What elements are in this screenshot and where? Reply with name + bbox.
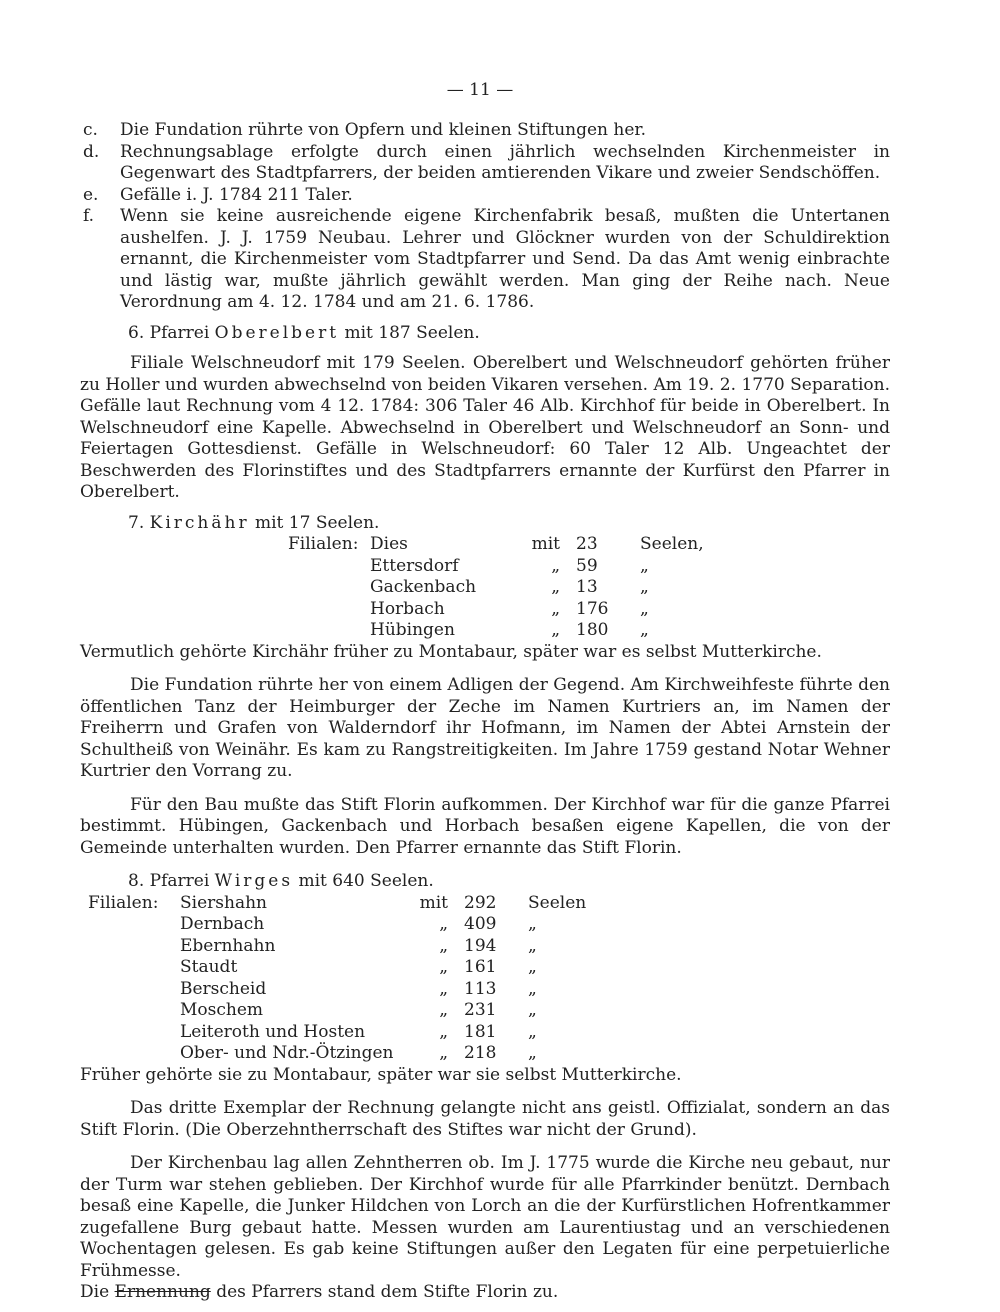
section-7-note: Vermutlich gehörte Kirchähr früher zu Montabaur, später war es selbst Mutterkirche. xyxy=(80,641,822,662)
filiale-name: Dies xyxy=(370,534,408,554)
items-list xyxy=(80,120,890,314)
filiale-unit: „ xyxy=(528,935,537,956)
section-suffix: mit 187 Seelen. xyxy=(344,322,480,343)
filiale-count: 292 xyxy=(464,892,497,913)
table-row xyxy=(88,1043,586,1065)
item-text: Die Fundation rührte von Opfern und kleinen Stiftungen her. xyxy=(120,120,647,140)
filiale-count: 13 xyxy=(576,577,598,597)
filiale-count: 194 xyxy=(464,935,497,956)
filiale-name: Staudt xyxy=(180,957,238,977)
filiale-name: Ettersdorf xyxy=(370,555,459,576)
struck-word: Ernennung xyxy=(114,1282,211,1302)
table-row xyxy=(288,534,704,556)
filiale-unit: „ xyxy=(528,1000,537,1020)
section-7-filialen-table xyxy=(288,534,704,642)
filiale-unit: „ xyxy=(528,957,537,977)
filiale-count: 176 xyxy=(576,598,609,619)
item-text: Gefälle i. J. 1784 211 Taler. xyxy=(120,184,353,205)
section-8-heading xyxy=(80,871,890,893)
table-row xyxy=(88,1000,586,1022)
filiale-unit: „ xyxy=(528,978,537,999)
table-row xyxy=(288,599,704,621)
filiale-count: 181 xyxy=(464,1021,497,1042)
filiale-unit: Seelen, xyxy=(640,534,704,554)
filiale-prefix: „ xyxy=(439,1043,448,1063)
section-prefix: Pfarrei xyxy=(149,322,210,343)
filiale-prefix: „ xyxy=(439,1000,448,1020)
filiale-name: Siershahn xyxy=(180,892,267,913)
item-label: c. xyxy=(83,120,98,140)
filiale-prefix: „ xyxy=(439,957,448,977)
list-item xyxy=(80,206,890,314)
filiale-count: 409 xyxy=(464,914,497,934)
section-8-filialen-table xyxy=(88,893,586,1065)
filiale-count: 59 xyxy=(576,555,598,576)
filiale-prefix: „ xyxy=(439,978,448,999)
section-8-note: Früher gehörte sie zu Montabaur, später war sie selbst Mutterkirche. xyxy=(80,1064,682,1085)
filialen-label: Filialen: xyxy=(88,892,159,913)
filiale-unit: „ xyxy=(640,620,649,640)
table-row xyxy=(88,1022,586,1044)
filiale-name: Leiteroth und Hosten xyxy=(180,1021,366,1042)
section-7-paragraph: Für den Bau mußte das Stift Florin aufkommen. Der Kirchhof war für die ganze Pfarrei bestimmt. Hübingen, Gackenbach und Horbach besaßen eigene Kapellen, die von der Gemeinde unterhalten wurden. Den Pfarrer ernannte das Stift Florin. xyxy=(80,794,890,858)
filiale-prefix: mit xyxy=(531,534,560,554)
table-row xyxy=(88,914,586,936)
section-8-paragraph: Das dritte Exemplar der Rechnung gelangte nicht ans geistl. Offizialat, sondern an das Stift Florin. (Die Oberzehntherrschaft des Stiftes war nicht der Grund). xyxy=(80,1098,890,1140)
filiale-unit: Seelen xyxy=(528,892,587,913)
item-label: d. xyxy=(83,141,100,162)
section-name: Wirges xyxy=(214,871,294,891)
filiale-name: Berscheid xyxy=(180,978,267,999)
filiale-unit: „ xyxy=(528,1021,537,1042)
section-number: 6. xyxy=(128,322,145,343)
section-number: 8. xyxy=(128,871,145,891)
filiale-prefix: mit xyxy=(419,892,448,913)
filiale-name: Dernbach xyxy=(180,914,265,934)
section-7-paragraph: Die Fundation rührte her von einem Adligen der Gegend. Am Kirchweihfeste führte den öffentlichen Tanz der Heimburger der Zeche im Namen Kurtriers an, im Namen der Freiherrn und Grafen von Walderndorf ihr Hofmann, im Namen der Abtei Arnstein der Schultheiß von Weinähr. Es kam zu Rangstreitigkeiten. Im Jahre 1759 gestand Notar Wehner Kurtrier den Vorrang zu. xyxy=(80,675,890,781)
item-label: f. xyxy=(83,206,95,226)
filiale-name: Ebernhahn xyxy=(180,935,276,956)
section-suffix: mit 17 Seelen. xyxy=(255,512,380,533)
item-text: Wenn sie keine ausreichende eigene Kirchenfabrik besaß, mußten die Untertanen aushelfen. J. J. 1759 Neubau. Lehrer und Glöckner wurden von der Schuldirektion ernannt, die Kirchenmeister vom Stadtpfarrer und Send. Da das Amt wenig einbrachte und lästig war, mußte jährlich gewählt werden. Man ging der Reihe nach. Neue Verordnung am 4. 12. 1784 und am 21. 6. 1786. xyxy=(120,206,890,312)
section-name: Kirchähr xyxy=(149,512,250,533)
section-6-paragraph: Filiale Welschneudorf mit 179 Seelen. Oberelbert und Welschneudorf gehörten früher zu Holler und wurden abwechselnd von beiden Vikaren versehen. Am 19. 2. 1770 Separation. Gefälle laut Rechnung vom 4 12. 1784: 306 Taler 46 Alb. Kirchhof für beide in Oberelbert. In Welschneudorf eine Kapelle. Abwechselnd in Oberelbert und Welschneudorf an Sonn- und Feiertagen Gottesdienst. Gefälle in Welschneudorf: 60 Taler 12 Alb. Ungeachtet der Beschwerden des Florinstiftes und des Stadtpfarrers ernannte der Kurfürst den Pfarrer in Oberelbert. xyxy=(80,353,890,502)
table-row xyxy=(288,620,704,642)
filiale-prefix: „ xyxy=(551,620,560,640)
section-7-heading xyxy=(80,513,890,535)
section-8-paragraph: Der Kirchenbau lag allen Zehntherren ob. Im J. 1775 wurde die Kirche neu gebaut, nur der Turm war stehen geblieben. Der Kirchhof wurde für alle Pfarrkinder benützt. Dernbach besaß eine Kapelle, die Junker Hildchen von Lorch an die der Kurfürstlichen Hofrentkammer zugefallene Burg gebaut hatte. Messen wurden am Laurentiustag und an verschiedenen Wochentagen gelesen. Es gab keine Stiftungen außer den Legaten für eine perpetuierliche Frühmesse. xyxy=(80,1153,890,1281)
item-label: e. xyxy=(83,184,99,205)
filiale-count: 180 xyxy=(576,620,609,640)
item-text: Rechnungsablage erfolgte durch einen jährlich wechselnden Kirchenmeister in Gegenwart des Stadtpfarrers, der beiden amtierenden Vikare und zweier Sendschöffen. xyxy=(120,141,890,183)
list-item xyxy=(80,142,890,185)
filiale-name: Ober- und Ndr.-Ötzingen xyxy=(180,1043,394,1063)
table-row xyxy=(88,957,586,979)
page-number: — 11 — xyxy=(446,80,514,100)
filiale-name: Horbach xyxy=(370,598,445,619)
last-line-pre: Die xyxy=(80,1282,110,1302)
filiale-prefix: „ xyxy=(551,577,560,597)
filiale-name: Moschem xyxy=(180,1000,264,1020)
filiale-prefix: „ xyxy=(439,1021,448,1042)
filiale-prefix: „ xyxy=(439,914,448,934)
filiale-count: 113 xyxy=(464,978,497,999)
table-row xyxy=(288,556,704,578)
filialen-label: Filialen: xyxy=(288,534,359,554)
section-number: 7. xyxy=(128,512,145,533)
last-line-post: des Pfarrers stand dem Stifte Florin zu. xyxy=(216,1282,559,1302)
section-name: Oberelbert xyxy=(214,322,340,343)
section-prefix: Pfarrei xyxy=(149,871,210,891)
page-content xyxy=(80,120,890,1304)
list-item xyxy=(80,120,890,142)
filiale-prefix: „ xyxy=(551,598,560,619)
filiale-unit: „ xyxy=(528,1043,537,1063)
section-suffix: mit 640 Seelen. xyxy=(298,871,434,891)
filiale-prefix: „ xyxy=(439,935,448,956)
filiale-unit: „ xyxy=(528,914,537,934)
table-row xyxy=(88,893,586,915)
table-row xyxy=(88,979,586,1001)
filiale-count: 161 xyxy=(464,957,497,977)
filiale-count: 231 xyxy=(464,1000,497,1020)
filiale-name: Hübingen xyxy=(370,620,455,640)
filiale-count: 218 xyxy=(464,1043,497,1063)
filiale-unit: „ xyxy=(640,598,649,619)
filiale-unit: „ xyxy=(640,555,649,576)
filiale-name: Gackenbach xyxy=(370,577,477,597)
section-8-last-line xyxy=(80,1282,890,1304)
table-row xyxy=(288,577,704,599)
section-6-heading xyxy=(80,323,890,345)
filiale-prefix: „ xyxy=(551,555,560,576)
table-row xyxy=(88,936,586,958)
list-item xyxy=(80,185,890,207)
filiale-unit: „ xyxy=(640,577,649,597)
filiale-count: 23 xyxy=(576,534,598,554)
